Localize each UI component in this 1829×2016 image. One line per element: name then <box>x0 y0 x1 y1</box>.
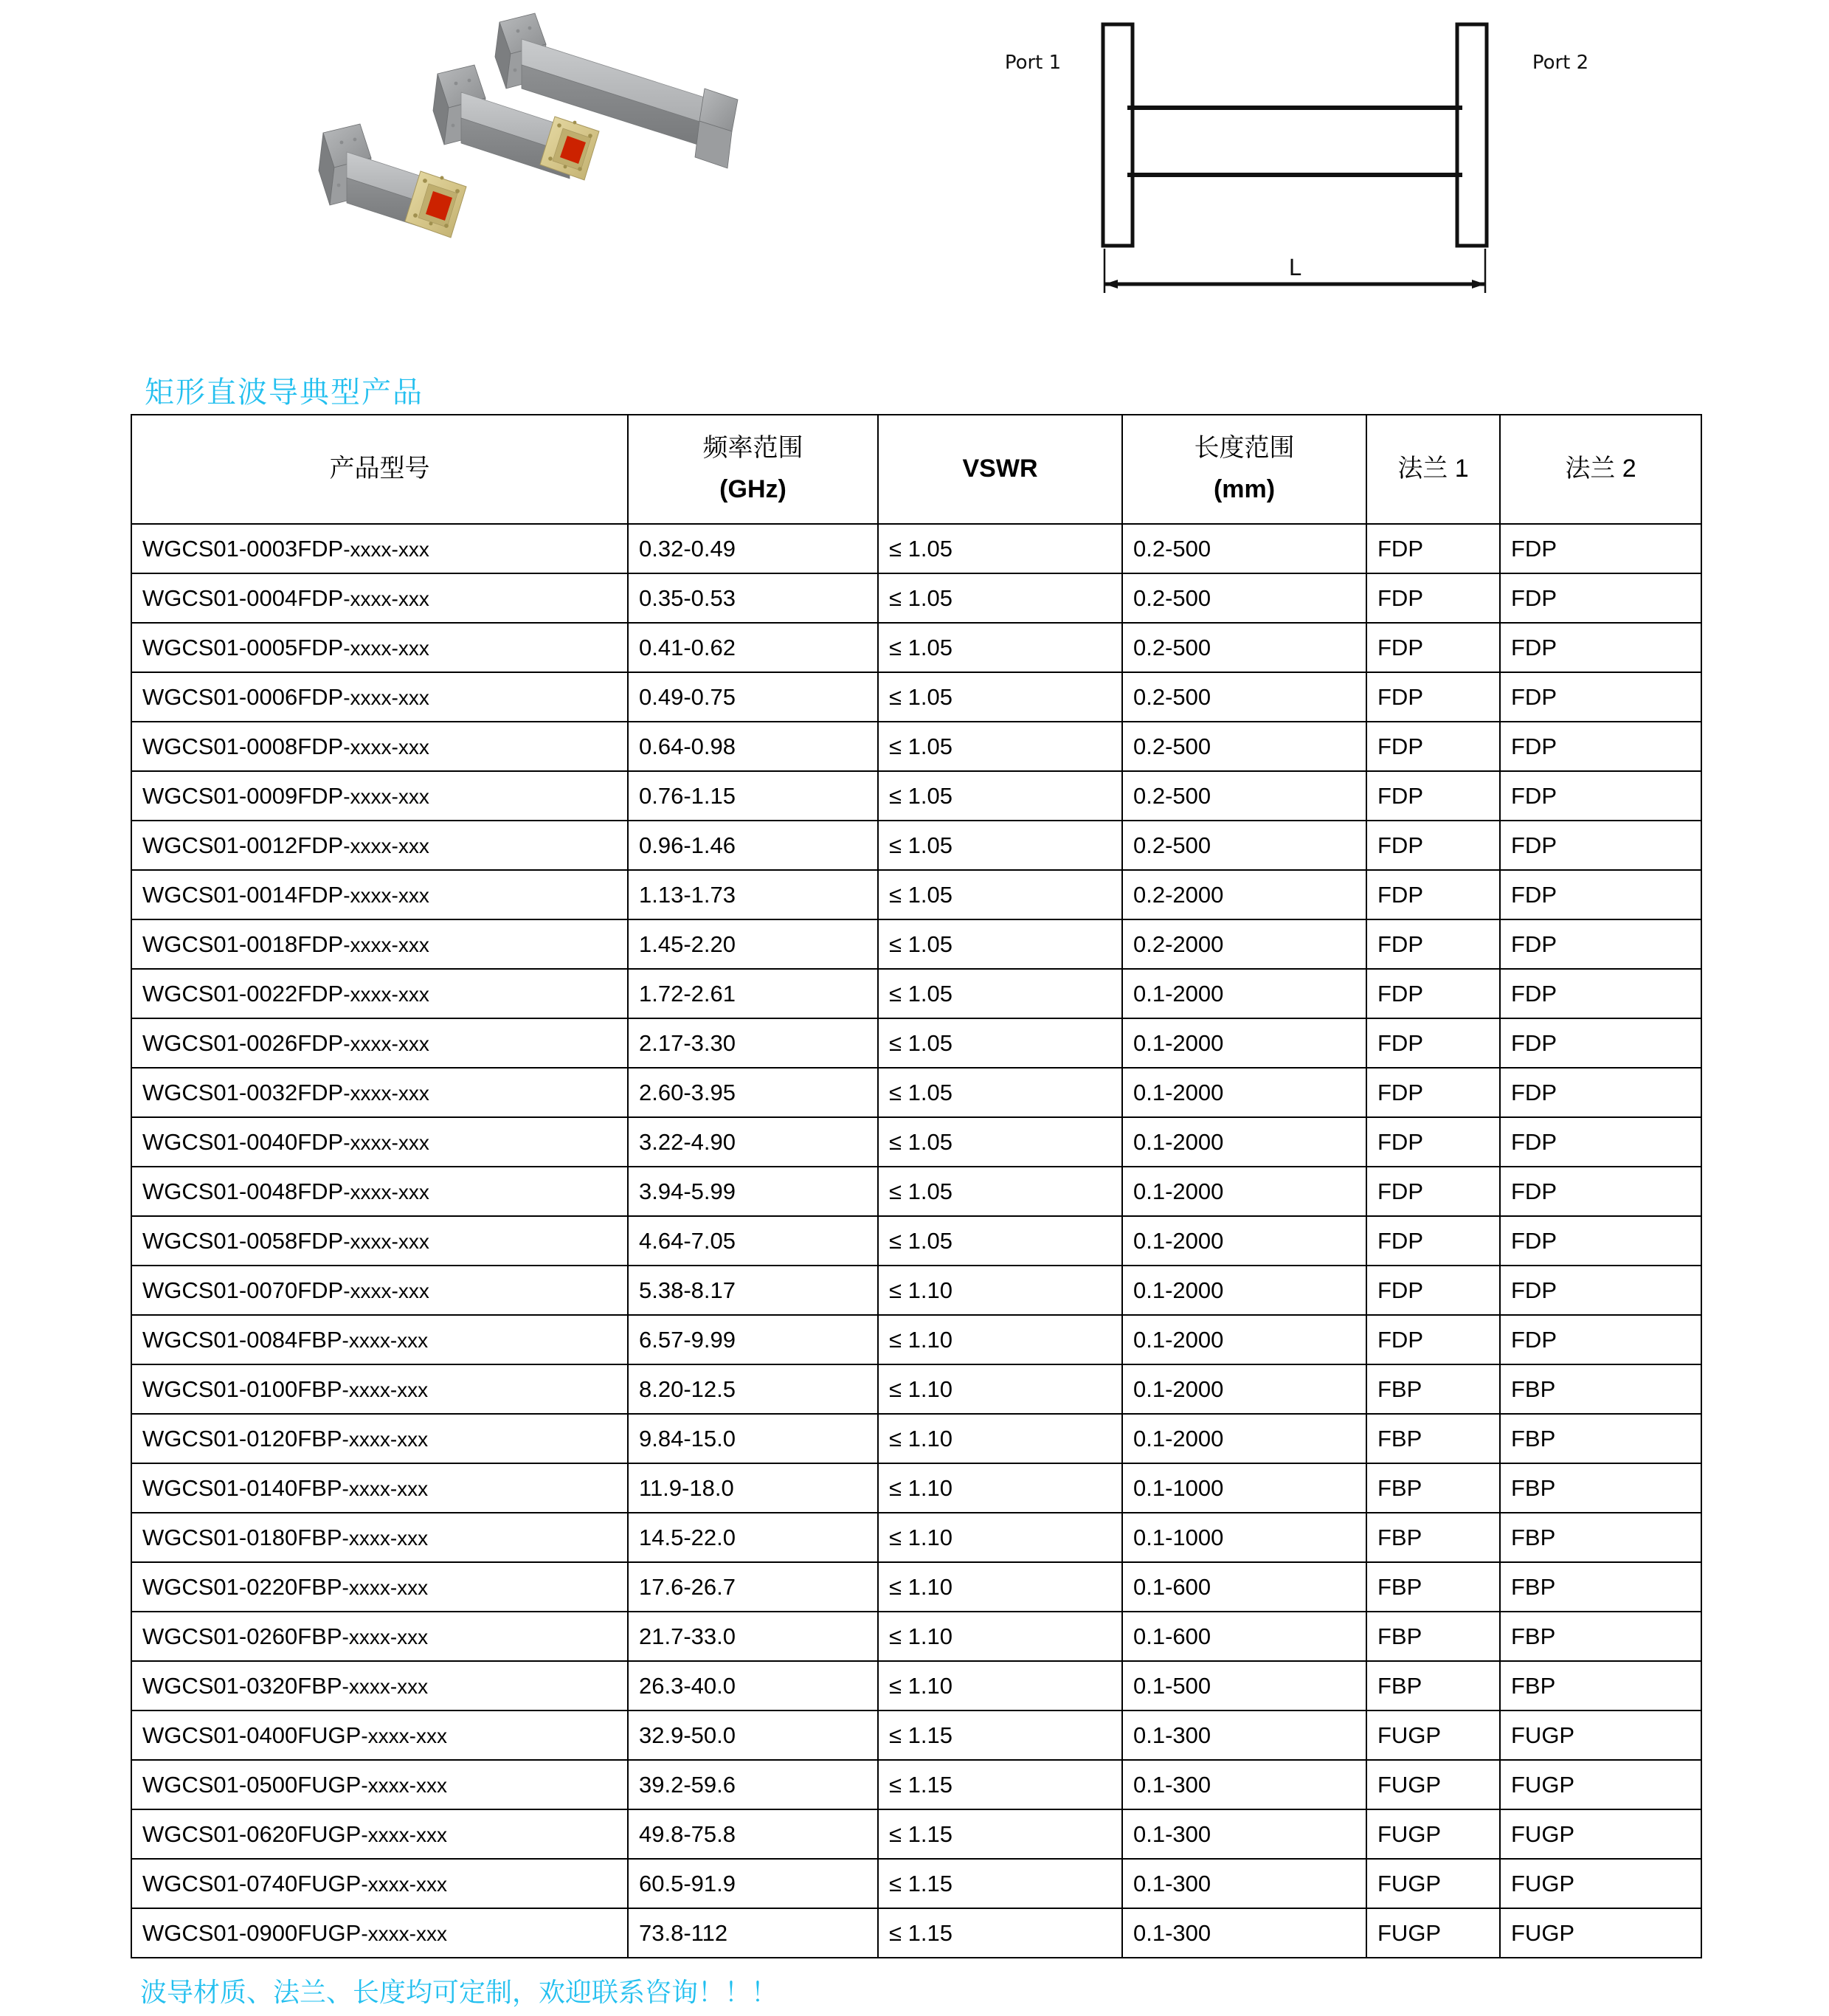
table-row <box>131 1463 1701 1513</box>
cell-model: WGCS01-0320FBP-xxxx-xxx <box>131 1661 628 1711</box>
cell-flange2: FBP <box>1500 1612 1701 1661</box>
cell-flange1: FBP <box>1366 1562 1500 1612</box>
cell-length-range: 0.1-2000 <box>1122 1167 1366 1216</box>
cell-vswr: ≤ 1.15 <box>878 1908 1122 1958</box>
cell-length-range: 0.1-300 <box>1122 1809 1366 1859</box>
cell-flange2: FBP <box>1500 1562 1701 1612</box>
cell-model: WGCS01-0058FDP-xxxx-xxx <box>131 1216 628 1266</box>
cell-flange2: FBP <box>1500 1414 1701 1463</box>
cell-vswr: ≤ 1.05 <box>878 771 1122 821</box>
cell-frequency-range: 9.84-15.0 <box>628 1414 878 1463</box>
cell-length-range: 0.1-2000 <box>1122 1414 1366 1463</box>
cell-model: WGCS01-0018FDP-xxxx-xxx <box>131 919 628 969</box>
cell-model: WGCS01-0120FBP-xxxx-xxx <box>131 1414 628 1463</box>
table-row <box>131 1760 1701 1809</box>
cell-model: WGCS01-0500FUGP-xxxx-xxx <box>131 1760 628 1809</box>
cell-vswr: ≤ 1.05 <box>878 573 1122 623</box>
cell-length-range: 0.2-500 <box>1122 771 1366 821</box>
cell-length-range: 0.2-500 <box>1122 573 1366 623</box>
cell-frequency-range: 17.6-26.7 <box>628 1562 878 1612</box>
cell-model: WGCS01-0140FBP-xxxx-xxx <box>131 1463 628 1513</box>
table-header-row <box>131 415 1701 524</box>
cell-frequency-range: 3.22-4.90 <box>628 1117 878 1167</box>
cell-length-range: 0.2-500 <box>1122 722 1366 771</box>
cell-length-range: 0.1-300 <box>1122 1760 1366 1809</box>
cell-vswr: ≤ 1.10 <box>878 1463 1122 1513</box>
cell-flange2: FDP <box>1500 1018 1701 1068</box>
column-header-model-label: 产品型号 <box>329 455 430 483</box>
top-illustration-area <box>0 0 1829 347</box>
cell-vswr: ≤ 1.10 <box>878 1364 1122 1414</box>
cell-flange2: FDP <box>1500 870 1701 919</box>
cell-frequency-range: 60.5-91.9 <box>628 1859 878 1908</box>
cell-length-range: 0.1-1000 <box>1122 1463 1366 1513</box>
cell-flange2: FUGP <box>1500 1711 1701 1760</box>
cell-frequency-range: 0.76-1.15 <box>628 771 878 821</box>
cell-frequency-range: 4.64-7.05 <box>628 1216 878 1266</box>
cell-frequency-range: 0.49-0.75 <box>628 672 878 722</box>
cell-flange1: FDP <box>1366 1068 1500 1117</box>
cell-flange1: FDP <box>1366 1117 1500 1167</box>
cell-length-range: 0.1-300 <box>1122 1859 1366 1908</box>
cell-flange2: FDP <box>1500 672 1701 722</box>
cell-vswr: ≤ 1.15 <box>878 1809 1122 1859</box>
cell-model: WGCS01-0220FBP-xxxx-xxx <box>131 1562 628 1612</box>
cell-flange1: FDP <box>1366 524 1500 573</box>
cell-length-range: 0.1-2000 <box>1122 1266 1366 1315</box>
cell-flange2: FDP <box>1500 1117 1701 1167</box>
cell-frequency-range: 0.32-0.49 <box>628 524 878 573</box>
cell-length-range: 0.1-600 <box>1122 1562 1366 1612</box>
cell-flange2: FUGP <box>1500 1809 1701 1859</box>
waveguide-spec-table <box>131 414 1702 1958</box>
cell-frequency-range: 49.8-75.8 <box>628 1809 878 1859</box>
cell-length-range: 0.1-2000 <box>1122 1068 1366 1117</box>
cell-flange1: FDP <box>1366 1018 1500 1068</box>
table-row <box>131 1908 1701 1958</box>
table-row <box>131 1117 1701 1167</box>
table-row <box>131 1018 1701 1068</box>
table-row <box>131 1068 1701 1117</box>
cell-length-range: 0.2-500 <box>1122 821 1366 870</box>
table-row <box>131 1167 1701 1216</box>
cell-flange1: FUGP <box>1366 1908 1500 1958</box>
cell-vswr: ≤ 1.05 <box>878 1167 1122 1216</box>
cell-flange1: FDP <box>1366 870 1500 919</box>
cell-flange1: FDP <box>1366 573 1500 623</box>
cell-flange2: FBP <box>1500 1364 1701 1414</box>
cell-vswr: ≤ 1.05 <box>878 870 1122 919</box>
cell-frequency-range: 1.72-2.61 <box>628 969 878 1018</box>
cell-flange1: FDP <box>1366 1216 1500 1266</box>
port2-label-text: Port 2 <box>1532 52 1589 74</box>
table-row <box>131 1315 1701 1364</box>
cell-vswr: ≤ 1.05 <box>878 672 1122 722</box>
cell-model: WGCS01-0006FDP-xxxx-xxx <box>131 672 628 722</box>
cell-frequency-range: 2.17-3.30 <box>628 1018 878 1068</box>
cell-flange2: FDP <box>1500 919 1701 969</box>
column-header-flange2 <box>1500 415 1701 524</box>
cell-flange2: FDP <box>1500 1266 1701 1315</box>
cell-length-range: 0.1-1000 <box>1122 1513 1366 1562</box>
cell-flange1: FDP <box>1366 919 1500 969</box>
cell-model: WGCS01-0900FUGP-xxxx-xxx <box>131 1908 628 1958</box>
cell-vswr: ≤ 1.10 <box>878 1562 1122 1612</box>
table-body <box>131 524 1701 1958</box>
cell-flange1: FDP <box>1366 1167 1500 1216</box>
column-header-frequency <box>628 415 878 524</box>
customization-note: 波导材质、法兰、长度均可定制，欢迎联系咨询！！！ <box>140 1978 778 2008</box>
cell-frequency-range: 1.13-1.73 <box>628 870 878 919</box>
cell-flange2: FDP <box>1500 1068 1701 1117</box>
cell-model: WGCS01-0005FDP-xxxx-xxx <box>131 623 628 672</box>
cell-length-range: 0.1-2000 <box>1122 1315 1366 1364</box>
cell-frequency-range: 1.45-2.20 <box>628 919 878 969</box>
cell-vswr: ≤ 1.10 <box>878 1266 1122 1315</box>
cell-flange2: FDP <box>1500 821 1701 870</box>
cell-model: WGCS01-0260FBP-xxxx-xxx <box>131 1612 628 1661</box>
cell-frequency-range: 0.96-1.46 <box>628 821 878 870</box>
table-row <box>131 771 1701 821</box>
cell-model: WGCS01-0048FDP-xxxx-xxx <box>131 1167 628 1216</box>
cell-model: WGCS01-0620FUGP-xxxx-xxx <box>131 1809 628 1859</box>
cell-vswr: ≤ 1.05 <box>878 722 1122 771</box>
cell-flange2: FDP <box>1500 771 1701 821</box>
table-row <box>131 1266 1701 1315</box>
cell-flange1: FDP <box>1366 821 1500 870</box>
cell-model: WGCS01-0180FBP-xxxx-xxx <box>131 1513 628 1562</box>
cell-model: WGCS01-0400FUGP-xxxx-xxx <box>131 1711 628 1760</box>
product-photo <box>280 0 753 343</box>
column-header-vswr <box>878 415 1122 524</box>
table-row <box>131 672 1701 722</box>
cell-frequency-range: 32.9-50.0 <box>628 1711 878 1760</box>
table-row <box>131 969 1701 1018</box>
cell-length-range: 0.2-2000 <box>1122 870 1366 919</box>
cell-vswr: ≤ 1.10 <box>878 1513 1122 1562</box>
cell-flange1: FBP <box>1366 1612 1500 1661</box>
cell-model: WGCS01-0026FDP-xxxx-xxx <box>131 1018 628 1068</box>
table-row <box>131 821 1701 870</box>
cell-flange1: FDP <box>1366 771 1500 821</box>
cell-vswr: ≤ 1.05 <box>878 524 1122 573</box>
cell-vswr: ≤ 1.15 <box>878 1760 1122 1809</box>
table-row <box>131 1809 1701 1859</box>
cell-length-range: 0.1-2000 <box>1122 1117 1366 1167</box>
cell-flange1: FUGP <box>1366 1809 1500 1859</box>
cell-flange2: FBP <box>1500 1513 1701 1562</box>
cell-flange2: FUGP <box>1500 1908 1701 1958</box>
cell-frequency-range: 6.57-9.99 <box>628 1315 878 1364</box>
cell-flange1: FBP <box>1366 1513 1500 1562</box>
cell-flange2: FDP <box>1500 524 1701 573</box>
cell-flange1: FBP <box>1366 1661 1500 1711</box>
column-header-length-label: 长度范围 <box>1194 434 1295 463</box>
cell-flange2: FDP <box>1500 623 1701 672</box>
column-header-vswr-label: VSWR <box>962 455 1038 483</box>
cell-vswr: ≤ 1.10 <box>878 1414 1122 1463</box>
table-row <box>131 524 1701 573</box>
cell-vswr: ≤ 1.05 <box>878 821 1122 870</box>
cell-flange1: FDP <box>1366 623 1500 672</box>
cell-model: WGCS01-0084FBP-xxxx-xxx <box>131 1315 628 1364</box>
cell-model: WGCS01-0014FDP-xxxx-xxx <box>131 870 628 919</box>
cell-flange1: FUGP <box>1366 1711 1500 1760</box>
cell-length-range: 0.2-500 <box>1122 672 1366 722</box>
cell-flange2: FDP <box>1500 1315 1701 1364</box>
cell-flange2: FDP <box>1500 1216 1701 1266</box>
column-header-flange1 <box>1366 415 1500 524</box>
cell-flange1: FBP <box>1366 1463 1500 1513</box>
cell-frequency-range: 5.38-8.17 <box>628 1266 878 1315</box>
cell-length-range: 0.1-300 <box>1122 1908 1366 1958</box>
cell-flange2: FDP <box>1500 969 1701 1018</box>
cell-frequency-range: 11.9-18.0 <box>628 1463 878 1513</box>
cell-model: WGCS01-0012FDP-xxxx-xxx <box>131 821 628 870</box>
cell-flange1: FDP <box>1366 672 1500 722</box>
cell-model: WGCS01-0022FDP-xxxx-xxx <box>131 969 628 1018</box>
cell-length-range: 0.1-2000 <box>1122 969 1366 1018</box>
cell-flange2: FBP <box>1500 1661 1701 1711</box>
table-row <box>131 1859 1701 1908</box>
cell-flange1: FUGP <box>1366 1760 1500 1809</box>
cell-model: WGCS01-0004FDP-xxxx-xxx <box>131 573 628 623</box>
cell-flange1: FDP <box>1366 969 1500 1018</box>
table-row <box>131 1216 1701 1266</box>
cell-flange1: FBP <box>1366 1414 1500 1463</box>
page-title: 矩形直波导典型产品 <box>145 376 423 410</box>
waveguide-schematic-diagram <box>959 4 1785 314</box>
cell-frequency-range: 14.5-22.0 <box>628 1513 878 1562</box>
cell-vswr: ≤ 1.05 <box>878 969 1122 1018</box>
cell-flange2: FBP <box>1500 1463 1701 1513</box>
cell-vswr: ≤ 1.05 <box>878 1018 1122 1068</box>
cell-length-range: 0.2-500 <box>1122 623 1366 672</box>
table-row <box>131 1661 1701 1711</box>
column-header-flange2-label: 法兰 2 <box>1565 455 1636 483</box>
cell-flange2: FUGP <box>1500 1760 1701 1809</box>
cell-frequency-range: 39.2-59.6 <box>628 1760 878 1809</box>
table-row <box>131 1562 1701 1612</box>
spec-table-container <box>131 414 1701 1958</box>
table-row <box>131 870 1701 919</box>
cell-length-range: 0.1-2000 <box>1122 1018 1366 1068</box>
table-row <box>131 623 1701 672</box>
length-label-text: L <box>1288 255 1301 281</box>
cell-frequency-range: 3.94-5.99 <box>628 1167 878 1216</box>
cell-vswr: ≤ 1.05 <box>878 1068 1122 1117</box>
cell-flange1: FDP <box>1366 722 1500 771</box>
cell-length-range: 0.2-500 <box>1122 524 1366 573</box>
port1-label-text: Port 1 <box>1004 52 1062 74</box>
cell-vswr: ≤ 1.15 <box>878 1711 1122 1760</box>
table-row <box>131 1513 1701 1562</box>
cell-frequency-range: 0.41-0.62 <box>628 623 878 672</box>
flange-plate-left <box>1103 24 1133 246</box>
table-row <box>131 1711 1701 1760</box>
cell-frequency-range: 8.20-12.5 <box>628 1364 878 1414</box>
cell-flange2: FDP <box>1500 573 1701 623</box>
cell-vswr: ≤ 1.10 <box>878 1661 1122 1711</box>
cell-length-range: 0.1-600 <box>1122 1612 1366 1661</box>
cell-frequency-range: 26.3-40.0 <box>628 1661 878 1711</box>
cell-frequency-range: 21.7-33.0 <box>628 1612 878 1661</box>
cell-vswr: ≤ 1.05 <box>878 919 1122 969</box>
cell-vswr: ≤ 1.10 <box>878 1612 1122 1661</box>
column-header-length <box>1122 415 1366 524</box>
cell-vswr: ≤ 1.05 <box>878 1216 1122 1266</box>
cell-model: WGCS01-0100FBP-xxxx-xxx <box>131 1364 628 1414</box>
column-header-frequency-label: 频率范围 <box>702 434 803 463</box>
cell-length-range: 0.1-2000 <box>1122 1216 1366 1266</box>
cell-length-range: 0.1-500 <box>1122 1661 1366 1711</box>
column-header-frequency-unit: (GHz) <box>719 475 786 503</box>
cell-flange2: FDP <box>1500 1167 1701 1216</box>
cell-model: WGCS01-0740FUGP-xxxx-xxx <box>131 1859 628 1908</box>
cell-length-range: 0.2-2000 <box>1122 919 1366 969</box>
column-header-length-unit: (mm) <box>1213 475 1276 503</box>
flange-plate-right <box>1457 24 1487 246</box>
table-row <box>131 1414 1701 1463</box>
cell-vswr: ≤ 1.15 <box>878 1859 1122 1908</box>
table-row <box>131 1364 1701 1414</box>
cell-flange2: FUGP <box>1500 1859 1701 1908</box>
cell-length-range: 0.1-300 <box>1122 1711 1366 1760</box>
cell-vswr: ≤ 1.05 <box>878 623 1122 672</box>
cell-model: WGCS01-0009FDP-xxxx-xxx <box>131 771 628 821</box>
cell-frequency-range: 2.60-3.95 <box>628 1068 878 1117</box>
cell-vswr: ≤ 1.05 <box>878 1117 1122 1167</box>
cell-model: WGCS01-0008FDP-xxxx-xxx <box>131 722 628 771</box>
table-row <box>131 573 1701 623</box>
column-header-flange1-label: 法兰 1 <box>1397 455 1469 483</box>
cell-model: WGCS01-0003FDP-xxxx-xxx <box>131 524 628 573</box>
table-row <box>131 1612 1701 1661</box>
cell-flange1: FBP <box>1366 1364 1500 1414</box>
cell-frequency-range: 73.8-112 <box>628 1908 878 1958</box>
column-header-model <box>131 415 628 524</box>
cell-flange1: FDP <box>1366 1266 1500 1315</box>
cell-model: WGCS01-0070FDP-xxxx-xxx <box>131 1266 628 1315</box>
cell-flange1: FUGP <box>1366 1859 1500 1908</box>
cell-flange2: FDP <box>1500 722 1701 771</box>
table-row <box>131 722 1701 771</box>
cell-frequency-range: 0.35-0.53 <box>628 573 878 623</box>
cell-model: WGCS01-0040FDP-xxxx-xxx <box>131 1117 628 1167</box>
cell-flange1: FDP <box>1366 1315 1500 1364</box>
cell-frequency-range: 0.64-0.98 <box>628 722 878 771</box>
table-row <box>131 919 1701 969</box>
cell-model: WGCS01-0032FDP-xxxx-xxx <box>131 1068 628 1117</box>
cell-vswr: ≤ 1.10 <box>878 1315 1122 1364</box>
cell-length-range: 0.1-2000 <box>1122 1364 1366 1414</box>
